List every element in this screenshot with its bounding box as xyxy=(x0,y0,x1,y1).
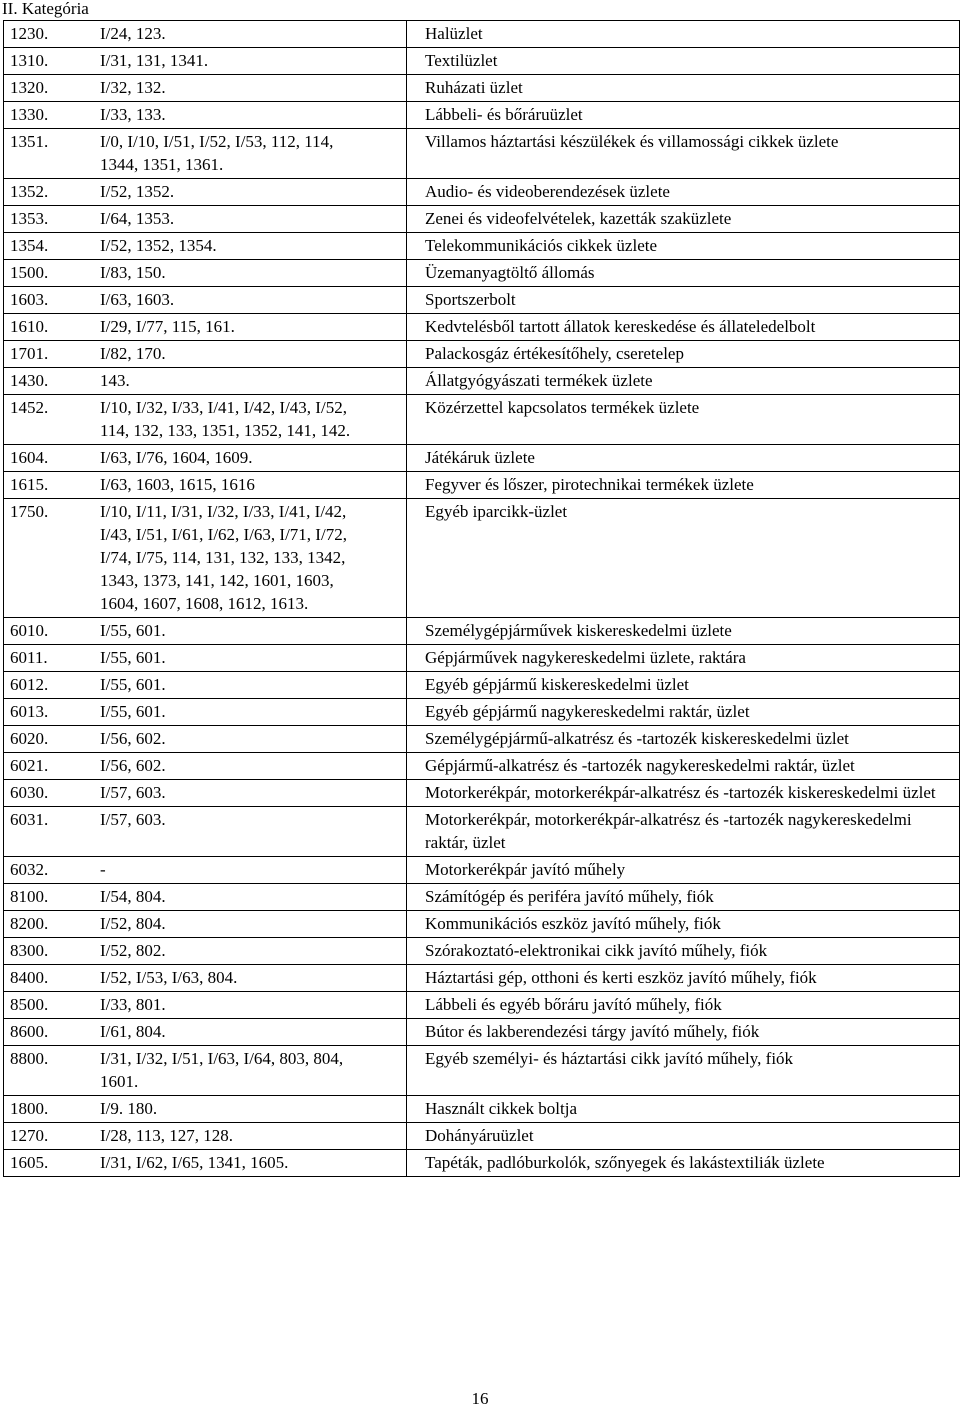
shop-type-cell xyxy=(407,472,960,499)
shop-type-cell xyxy=(407,129,960,179)
table-row xyxy=(4,1123,960,1150)
shop-type-name: Bútor és lakberendezési tárgy javító műhely, fiók xyxy=(425,1022,760,1041)
category-code: 1351. xyxy=(4,129,97,179)
shop-type-cell xyxy=(407,1019,960,1046)
reference-numbers: I/57, 603. xyxy=(100,810,166,829)
category-code: 1452. xyxy=(4,395,97,445)
shop-type-name: Motorkerékpár javító műhely xyxy=(425,860,626,879)
table-row xyxy=(4,314,960,341)
shop-type-name: Motorkerékpár, motorkerékpár-alkatrész és -tartozék kiskereskedelmi üzlet xyxy=(425,783,936,802)
reference-numbers: I/31, 131, 1341. xyxy=(100,51,209,70)
table-row xyxy=(4,472,960,499)
table-row xyxy=(4,75,960,102)
shop-type-name: Telekommunikációs cikkek üzlete xyxy=(425,236,658,255)
table-row xyxy=(4,1096,960,1123)
reference-cell xyxy=(96,857,407,884)
shop-type-cell xyxy=(407,938,960,965)
category-code: 1354. xyxy=(4,233,97,260)
reference-cell xyxy=(96,1150,407,1177)
reference-numbers: - xyxy=(100,860,106,879)
category-code: 8600. xyxy=(4,1019,97,1046)
category-code: 1352. xyxy=(4,179,97,206)
shop-type-name: Audio- és videoberendezések üzlete xyxy=(425,182,670,201)
reference-cell xyxy=(96,911,407,938)
reference-cell xyxy=(96,233,407,260)
category-code: 1230. xyxy=(4,21,97,48)
shop-type-cell xyxy=(407,314,960,341)
category-code: 6011. xyxy=(4,645,97,672)
category-code: 1701. xyxy=(4,341,97,368)
shop-type-name: Közérzettel kapcsolatos termékek üzlete xyxy=(425,398,700,417)
reference-numbers: I/55, 601. xyxy=(100,648,166,667)
reference-numbers: I/32, 132. xyxy=(100,78,166,97)
page-heading: II. Kategória xyxy=(2,0,89,18)
shop-type-cell xyxy=(407,395,960,445)
shop-type-cell xyxy=(407,780,960,807)
category-code: 6021. xyxy=(4,753,97,780)
shop-type-name: Ruházati üzlet xyxy=(425,78,523,97)
reference-numbers: I/24, 123. xyxy=(100,24,166,43)
reference-cell xyxy=(96,341,407,368)
table-row xyxy=(4,260,960,287)
reference-numbers: I/33, 133. xyxy=(100,105,166,124)
table-row xyxy=(4,699,960,726)
reference-numbers: I/52, I/53, I/63, 804. xyxy=(100,968,238,987)
shop-type-cell xyxy=(407,911,960,938)
shop-type-cell xyxy=(407,1046,960,1096)
shop-type-cell xyxy=(407,179,960,206)
category-code: 8400. xyxy=(4,965,97,992)
shop-type-name: Üzemanyagtöltő állomás xyxy=(425,263,595,282)
shop-type-name: Háztartási gép, otthoni és kerti eszköz javító műhely, fiók xyxy=(425,968,817,987)
reference-numbers: I/55, 601. xyxy=(100,702,166,721)
shop-type-cell xyxy=(407,965,960,992)
shop-type-name: Motorkerékpár, motorkerékpár-alkatrész és -tartozék nagykereskedelmi raktár, üzlet xyxy=(425,810,912,852)
table-row xyxy=(4,645,960,672)
reference-cell xyxy=(96,368,407,395)
category-code: 1615. xyxy=(4,472,97,499)
reference-numbers: I/52, 1352. xyxy=(100,182,175,201)
shop-type-name: Kedvtelésből tartott állatok kereskedése és állateledelbolt xyxy=(425,317,816,336)
reference-numbers: I/9. 180. xyxy=(100,1099,158,1118)
table-row xyxy=(4,499,960,618)
shop-type-name: Egyéb személyi- és háztartási cikk javító műhely, fiók xyxy=(425,1049,794,1068)
shop-type-name: Számítógép és periféra javító műhely, fiók xyxy=(425,887,714,906)
table-row xyxy=(4,618,960,645)
reference-cell xyxy=(96,780,407,807)
reference-cell xyxy=(96,645,407,672)
category-code: 1270. xyxy=(4,1123,97,1150)
shop-type-cell xyxy=(407,699,960,726)
reference-numbers: 143. xyxy=(100,371,130,390)
shop-type-cell xyxy=(407,368,960,395)
shop-type-name: Egyéb gépjármű kiskereskedelmi üzlet xyxy=(425,675,689,694)
shop-type-name: Dohányáruüzlet xyxy=(425,1126,534,1145)
reference-cell xyxy=(96,287,407,314)
reference-cell xyxy=(96,179,407,206)
shop-type-cell xyxy=(407,233,960,260)
table-row xyxy=(4,938,960,965)
table-row xyxy=(4,911,960,938)
shop-type-cell xyxy=(407,499,960,618)
shop-type-cell xyxy=(407,726,960,753)
reference-numbers: I/83, 150. xyxy=(100,263,166,282)
shop-type-name: Textilüzlet xyxy=(425,51,498,70)
reference-numbers: I/61, 804. xyxy=(100,1022,166,1041)
shop-type-name: Lábbeli- és bőráruüzlet xyxy=(425,105,583,124)
table-row xyxy=(4,179,960,206)
reference-cell xyxy=(96,102,407,129)
reference-numbers: I/64, 1353. xyxy=(100,209,175,228)
category-code: 6032. xyxy=(4,857,97,884)
shop-type-cell xyxy=(407,1123,960,1150)
shop-type-cell xyxy=(407,48,960,75)
shop-type-cell xyxy=(407,753,960,780)
reference-numbers: I/82, 170. xyxy=(100,344,166,363)
shop-type-cell xyxy=(407,75,960,102)
reference-cell xyxy=(96,445,407,472)
reference-cell xyxy=(96,672,407,699)
shop-type-name: Játékáruk üzlete xyxy=(425,448,535,467)
shop-type-name: Villamos háztartási készülékek és villamossági cikkek üzlete xyxy=(425,132,839,151)
category-code: 1750. xyxy=(4,499,97,618)
category-table xyxy=(3,20,960,1177)
table-row xyxy=(4,1019,960,1046)
table-row xyxy=(4,780,960,807)
shop-type-cell xyxy=(407,672,960,699)
shop-type-cell xyxy=(407,1096,960,1123)
category-code: 6031. xyxy=(4,807,97,857)
category-code: 1320. xyxy=(4,75,97,102)
reference-numbers: I/0, I/10, I/51, I/52, I/53, 112, 114, 1344, 1351, 1361. xyxy=(100,132,334,174)
table-row xyxy=(4,233,960,260)
reference-numbers: I/55, 601. xyxy=(100,621,166,640)
shop-type-cell xyxy=(407,884,960,911)
category-code: 6030. xyxy=(4,780,97,807)
shop-type-name: Gépjárművek nagykereskedelmi üzlete, raktára xyxy=(425,648,746,667)
category-code: 1500. xyxy=(4,260,97,287)
table-row xyxy=(4,1046,960,1096)
reference-cell xyxy=(96,1123,407,1150)
shop-type-cell xyxy=(407,287,960,314)
shop-type-cell xyxy=(407,102,960,129)
table-row xyxy=(4,48,960,75)
category-code: 1603. xyxy=(4,287,97,314)
shop-type-cell xyxy=(407,1150,960,1177)
category-code: 6012. xyxy=(4,672,97,699)
table-row xyxy=(4,341,960,368)
category-code: 1430. xyxy=(4,368,97,395)
reference-numbers: I/52, 804. xyxy=(100,914,166,933)
shop-type-name: Használt cikkek boltja xyxy=(425,1099,578,1118)
reference-numbers: I/31, I/32, I/51, I/63, I/64, 803, 804, 1601. xyxy=(100,1049,344,1091)
category-code: 1604. xyxy=(4,445,97,472)
shop-type-name: Halüzlet xyxy=(425,24,483,43)
reference-cell xyxy=(96,472,407,499)
shop-type-cell xyxy=(407,807,960,857)
shop-type-name: Egyéb iparcikk-üzlet xyxy=(425,502,568,521)
shop-type-cell xyxy=(407,341,960,368)
table-row xyxy=(4,206,960,233)
category-code: 6013. xyxy=(4,699,97,726)
category-code: 8800. xyxy=(4,1046,97,1096)
reference-cell xyxy=(96,21,407,48)
shop-type-name: Állatgyógyászati termékek üzlete xyxy=(425,371,653,390)
shop-type-name: Lábbeli és egyéb bőráru javító műhely, fiók xyxy=(425,995,722,1014)
reference-cell xyxy=(96,753,407,780)
category-table-body xyxy=(4,21,960,1177)
reference-numbers: I/10, I/11, I/31, I/32, I/33, I/41, I/42, I/43, I/51, I/61, I/62, I/63, I/71, I/72, I/74, I/75, 114, 131, 132, 133, 1342, 1343, 1373, 141, 142, 1601, 1603, 1604, 1607, 1608, 1612, 1613. xyxy=(100,502,347,613)
shop-type-name: Gépjármű-alkatrész és -tartozék nagykereskedelmi raktár, üzlet xyxy=(425,756,855,775)
reference-cell xyxy=(96,992,407,1019)
reference-numbers: I/63, 1603. xyxy=(100,290,175,309)
table-row xyxy=(4,129,960,179)
reference-cell xyxy=(96,499,407,618)
shop-type-cell xyxy=(407,857,960,884)
reference-cell xyxy=(96,807,407,857)
shop-type-name: Tapéták, padlóburkolók, szőnyegek és lakástextiliák üzlete xyxy=(425,1153,825,1172)
table-row xyxy=(4,992,960,1019)
shop-type-name: Szórakoztató-elektronikai cikk javító műhely, fiók xyxy=(425,941,768,960)
shop-type-name: Zenei és videofelvételek, kazetták szaküzlete xyxy=(425,209,732,228)
table-row xyxy=(4,672,960,699)
table-row xyxy=(4,753,960,780)
reference-numbers: I/28, 113, 127, 128. xyxy=(100,1126,234,1145)
table-row xyxy=(4,368,960,395)
shop-type-cell xyxy=(407,645,960,672)
table-row xyxy=(4,1150,960,1177)
reference-numbers: I/29, I/77, 115, 161. xyxy=(100,317,235,336)
shop-type-name: Palackosgáz értékesítőhely, cseretelep xyxy=(425,344,684,363)
category-code: 8100. xyxy=(4,884,97,911)
reference-cell xyxy=(96,1096,407,1123)
table-row xyxy=(4,287,960,314)
shop-type-name: Személygépjárművek kiskereskedelmi üzlete xyxy=(425,621,732,640)
table-row xyxy=(4,445,960,472)
shop-type-cell xyxy=(407,21,960,48)
shop-type-cell xyxy=(407,445,960,472)
shop-type-cell xyxy=(407,260,960,287)
shop-type-name: Sportszerbolt xyxy=(425,290,516,309)
category-code: 1353. xyxy=(4,206,97,233)
table-row xyxy=(4,102,960,129)
reference-cell xyxy=(96,965,407,992)
shop-type-name: Egyéb gépjármű nagykereskedelmi raktár, üzlet xyxy=(425,702,750,721)
category-code: 1310. xyxy=(4,48,97,75)
shop-type-name: Személygépjármű-alkatrész és -tartozék kiskereskedelmi üzlet xyxy=(425,729,849,748)
reference-numbers: I/31, I/62, I/65, 1341, 1605. xyxy=(100,1153,289,1172)
reference-numbers: I/56, 602. xyxy=(100,756,166,775)
shop-type-cell xyxy=(407,992,960,1019)
reference-numbers: I/57, 603. xyxy=(100,783,166,802)
category-code: 1800. xyxy=(4,1096,97,1123)
reference-cell xyxy=(96,1019,407,1046)
reference-numbers: I/33, 801. xyxy=(100,995,166,1014)
category-code: 8200. xyxy=(4,911,97,938)
category-code: 1330. xyxy=(4,102,97,129)
reference-cell xyxy=(96,618,407,645)
category-code: 6020. xyxy=(4,726,97,753)
reference-numbers: I/54, 804. xyxy=(100,887,166,906)
shop-type-cell xyxy=(407,618,960,645)
table-row xyxy=(4,807,960,857)
table-row xyxy=(4,726,960,753)
reference-cell xyxy=(96,938,407,965)
table-row xyxy=(4,21,960,48)
reference-cell xyxy=(96,884,407,911)
category-code: 8500. xyxy=(4,992,97,1019)
reference-cell xyxy=(96,260,407,287)
reference-numbers: I/63, 1603, 1615, 1616 xyxy=(100,475,255,494)
reference-cell xyxy=(96,395,407,445)
table-row xyxy=(4,395,960,445)
category-code: 6010. xyxy=(4,618,97,645)
page-number: 16 xyxy=(471,1389,489,1408)
category-code: 1605. xyxy=(4,1150,97,1177)
reference-cell xyxy=(96,48,407,75)
reference-numbers: I/63, I/76, 1604, 1609. xyxy=(100,448,253,467)
reference-cell xyxy=(96,75,407,102)
reference-cell xyxy=(96,1046,407,1096)
reference-cell xyxy=(96,129,407,179)
shop-type-name: Kommunikációs eszköz javító műhely, fiók xyxy=(425,914,721,933)
reference-cell xyxy=(96,726,407,753)
category-code: 1610. xyxy=(4,314,97,341)
category-code: 8300. xyxy=(4,938,97,965)
table-row xyxy=(4,965,960,992)
reference-numbers: I/56, 602. xyxy=(100,729,166,748)
reference-cell xyxy=(96,314,407,341)
reference-cell xyxy=(96,699,407,726)
table-row xyxy=(4,857,960,884)
shop-type-name: Fegyver és lőszer, pirotechnikai termékek üzlete xyxy=(425,475,754,494)
reference-numbers: I/52, 802. xyxy=(100,941,166,960)
shop-type-cell xyxy=(407,206,960,233)
reference-cell xyxy=(96,206,407,233)
reference-numbers: I/10, I/32, I/33, I/41, I/42, I/43, I/52, 114, 132, 133, 1351, 1352, 141, 142. xyxy=(100,398,351,440)
reference-numbers: I/55, 601. xyxy=(100,675,166,694)
table-row xyxy=(4,884,960,911)
reference-numbers: I/52, 1352, 1354. xyxy=(100,236,217,255)
